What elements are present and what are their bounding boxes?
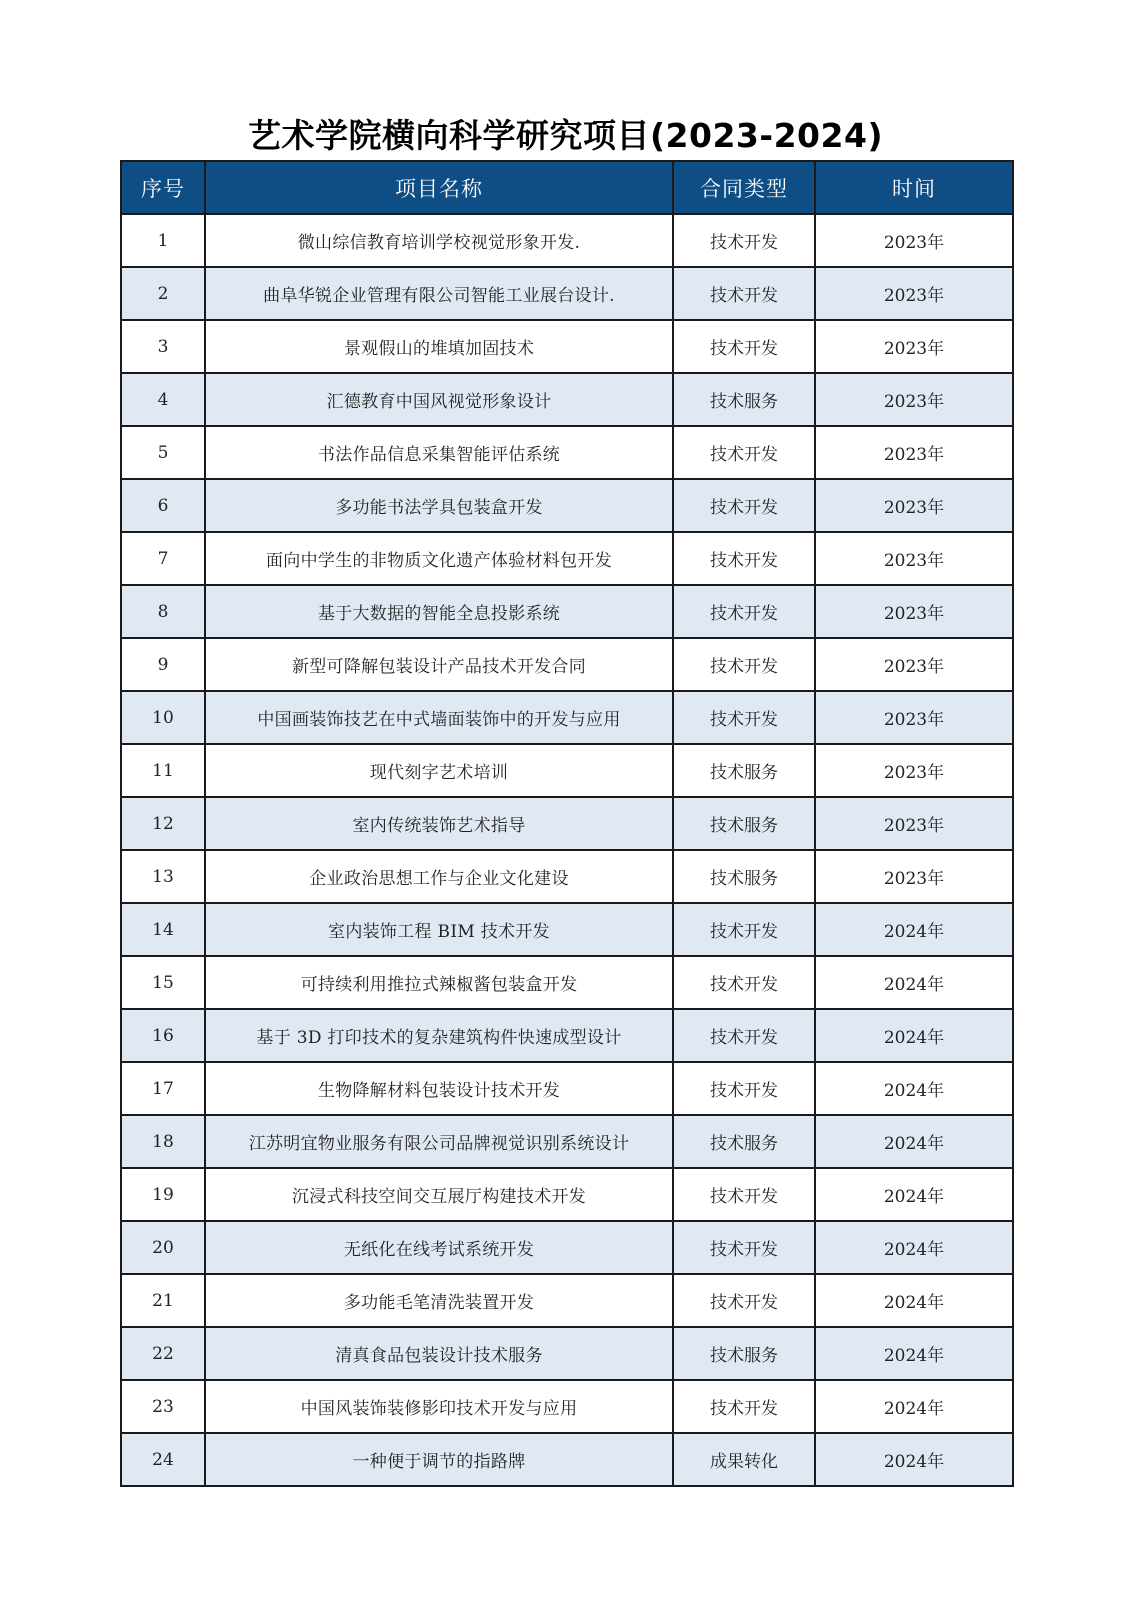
- cell-project-name: 可持续利用推拉式辣椒酱包装盒开发: [205, 956, 673, 1009]
- cell-project-name: 基于 3D 打印技术的复杂建筑构件快速成型设计: [205, 1009, 673, 1062]
- table-row: [121, 744, 1013, 797]
- table-row: [121, 1221, 1013, 1274]
- cell-contract-type: 技术开发: [673, 532, 815, 585]
- cell-project-name: 多功能毛笔清洗装置开发: [205, 1274, 673, 1327]
- cell-index: 2: [121, 267, 205, 320]
- table-row: [121, 1062, 1013, 1115]
- cell-project-name: 室内传统装饰艺术指导: [205, 797, 673, 850]
- cell-project-name: 景观假山的堆填加固技术: [205, 320, 673, 373]
- cell-time: 2023年: [815, 479, 1013, 532]
- cell-index: 21: [121, 1274, 205, 1327]
- cell-contract-type: 技术开发: [673, 267, 815, 320]
- cell-contract-type: 技术服务: [673, 1115, 815, 1168]
- column-header-time: 时间: [815, 161, 1013, 214]
- cell-time: 2024年: [815, 1009, 1013, 1062]
- cell-time: 2024年: [815, 1274, 1013, 1327]
- cell-project-name: 中国风装饰装修影印技术开发与应用: [205, 1380, 673, 1433]
- cell-contract-type: 技术开发: [673, 1380, 815, 1433]
- cell-contract-type: 成果转化: [673, 1433, 815, 1486]
- cell-contract-type: 技术服务: [673, 797, 815, 850]
- table-row: [121, 373, 1013, 426]
- table-row: [121, 1327, 1013, 1380]
- table-row: [121, 903, 1013, 956]
- cell-time: 2023年: [815, 373, 1013, 426]
- cell-index: 19: [121, 1168, 205, 1221]
- cell-contract-type: 技术开发: [673, 1009, 815, 1062]
- table-body: [121, 214, 1013, 1486]
- cell-time: 2023年: [815, 532, 1013, 585]
- cell-time: 2023年: [815, 585, 1013, 638]
- cell-index: 10: [121, 691, 205, 744]
- cell-contract-type: 技术开发: [673, 320, 815, 373]
- cell-time: 2024年: [815, 1433, 1013, 1486]
- table-row: [121, 214, 1013, 267]
- cell-time: 2024年: [815, 1115, 1013, 1168]
- column-header-project-name: 项目名称: [205, 161, 673, 214]
- cell-time: 2024年: [815, 1221, 1013, 1274]
- table-row: [121, 1380, 1013, 1433]
- cell-index: 12: [121, 797, 205, 850]
- table-row: [121, 1274, 1013, 1327]
- cell-project-name: 江苏明宜物业服务有限公司品牌视觉识别系统设计: [205, 1115, 673, 1168]
- cell-project-name: 企业政治思想工作与企业文化建设: [205, 850, 673, 903]
- table-row: [121, 797, 1013, 850]
- cell-contract-type: 技术开发: [673, 1062, 815, 1115]
- cell-index: 1: [121, 214, 205, 267]
- cell-contract-type: 技术开发: [673, 903, 815, 956]
- table-row: [121, 638, 1013, 691]
- cell-contract-type: 技术开发: [673, 956, 815, 1009]
- cell-time: 2023年: [815, 267, 1013, 320]
- cell-contract-type: 技术开发: [673, 1274, 815, 1327]
- cell-index: 16: [121, 1009, 205, 1062]
- table-row: [121, 1115, 1013, 1168]
- cell-project-name: 基于大数据的智能全息投影系统: [205, 585, 673, 638]
- cell-index: 17: [121, 1062, 205, 1115]
- cell-index: 18: [121, 1115, 205, 1168]
- cell-index: 11: [121, 744, 205, 797]
- table-row: [121, 1009, 1013, 1062]
- cell-time: 2024年: [815, 1327, 1013, 1380]
- cell-project-name: 书法作品信息采集智能评估系统: [205, 426, 673, 479]
- cell-time: 2024年: [815, 903, 1013, 956]
- cell-time: 2023年: [815, 744, 1013, 797]
- cell-project-name: 沉浸式科技空间交互展厅构建技术开发: [205, 1168, 673, 1221]
- cell-time: 2024年: [815, 1380, 1013, 1433]
- table-row: [121, 956, 1013, 1009]
- cell-index: 22: [121, 1327, 205, 1380]
- table-row: [121, 691, 1013, 744]
- cell-contract-type: 技术开发: [673, 426, 815, 479]
- cell-index: 24: [121, 1433, 205, 1486]
- cell-index: 8: [121, 585, 205, 638]
- cell-index: 3: [121, 320, 205, 373]
- cell-time: 2023年: [815, 850, 1013, 903]
- table-row: [121, 320, 1013, 373]
- cell-contract-type: 技术开发: [673, 1168, 815, 1221]
- cell-contract-type: 技术服务: [673, 373, 815, 426]
- cell-contract-type: 技术开发: [673, 214, 815, 267]
- cell-contract-type: 技术开发: [673, 638, 815, 691]
- cell-project-name: 多功能书法学具包装盒开发: [205, 479, 673, 532]
- cell-project-name: 汇德教育中国风视觉形象设计: [205, 373, 673, 426]
- cell-time: 2024年: [815, 1168, 1013, 1221]
- cell-project-name: 生物降解材料包装设计技术开发: [205, 1062, 673, 1115]
- cell-index: 5: [121, 426, 205, 479]
- cell-project-name: 室内装饰工程 BIM 技术开发: [205, 903, 673, 956]
- project-table: [120, 160, 1014, 1487]
- cell-contract-type: 技术开发: [673, 1221, 815, 1274]
- cell-index: 23: [121, 1380, 205, 1433]
- table-row: [121, 426, 1013, 479]
- table-row: [121, 850, 1013, 903]
- column-header-contract-type: 合同类型: [673, 161, 815, 214]
- cell-contract-type: 技术服务: [673, 744, 815, 797]
- cell-index: 9: [121, 638, 205, 691]
- cell-time: 2023年: [815, 797, 1013, 850]
- cell-project-name: 曲阜华锐企业管理有限公司智能工业展台设计.: [205, 267, 673, 320]
- cell-contract-type: 技术开发: [673, 691, 815, 744]
- cell-time: 2024年: [815, 1062, 1013, 1115]
- cell-time: 2023年: [815, 320, 1013, 373]
- header-row: [121, 161, 1013, 214]
- cell-contract-type: 技术开发: [673, 585, 815, 638]
- cell-project-name: 微山综信教育培训学校视觉形象开发.: [205, 214, 673, 267]
- table-header: [121, 161, 1013, 214]
- cell-time: 2024年: [815, 956, 1013, 1009]
- cell-contract-type: 技术服务: [673, 850, 815, 903]
- table-row: [121, 585, 1013, 638]
- table-row: [121, 479, 1013, 532]
- cell-index: 4: [121, 373, 205, 426]
- cell-project-name: 现代刻字艺术培训: [205, 744, 673, 797]
- cell-index: 6: [121, 479, 205, 532]
- cell-index: 7: [121, 532, 205, 585]
- cell-project-name: 面向中学生的非物质文化遗产体验材料包开发: [205, 532, 673, 585]
- column-header-index: 序号: [121, 161, 205, 214]
- cell-time: 2023年: [815, 426, 1013, 479]
- cell-index: 14: [121, 903, 205, 956]
- cell-contract-type: 技术服务: [673, 1327, 815, 1380]
- cell-project-name: 清真食品包装设计技术服务: [205, 1327, 673, 1380]
- cell-time: 2023年: [815, 214, 1013, 267]
- cell-project-name: 无纸化在线考试系统开发: [205, 1221, 673, 1274]
- cell-time: 2023年: [815, 638, 1013, 691]
- table-row: [121, 1433, 1013, 1486]
- cell-contract-type: 技术开发: [673, 479, 815, 532]
- cell-project-name: 一种便于调节的指路牌: [205, 1433, 673, 1486]
- table-row: [121, 1168, 1013, 1221]
- table-row: [121, 267, 1013, 320]
- table-row: [121, 532, 1013, 585]
- cell-project-name: 新型可降解包装设计产品技术开发合同: [205, 638, 673, 691]
- cell-index: 13: [121, 850, 205, 903]
- page-title: 艺术学院横向科学研究项目(2023-2024): [247, 116, 884, 155]
- cell-index: 15: [121, 956, 205, 1009]
- cell-index: 20: [121, 1221, 205, 1274]
- cell-project-name: 中国画装饰技艺在中式墙面装饰中的开发与应用: [205, 691, 673, 744]
- cell-time: 2023年: [815, 691, 1013, 744]
